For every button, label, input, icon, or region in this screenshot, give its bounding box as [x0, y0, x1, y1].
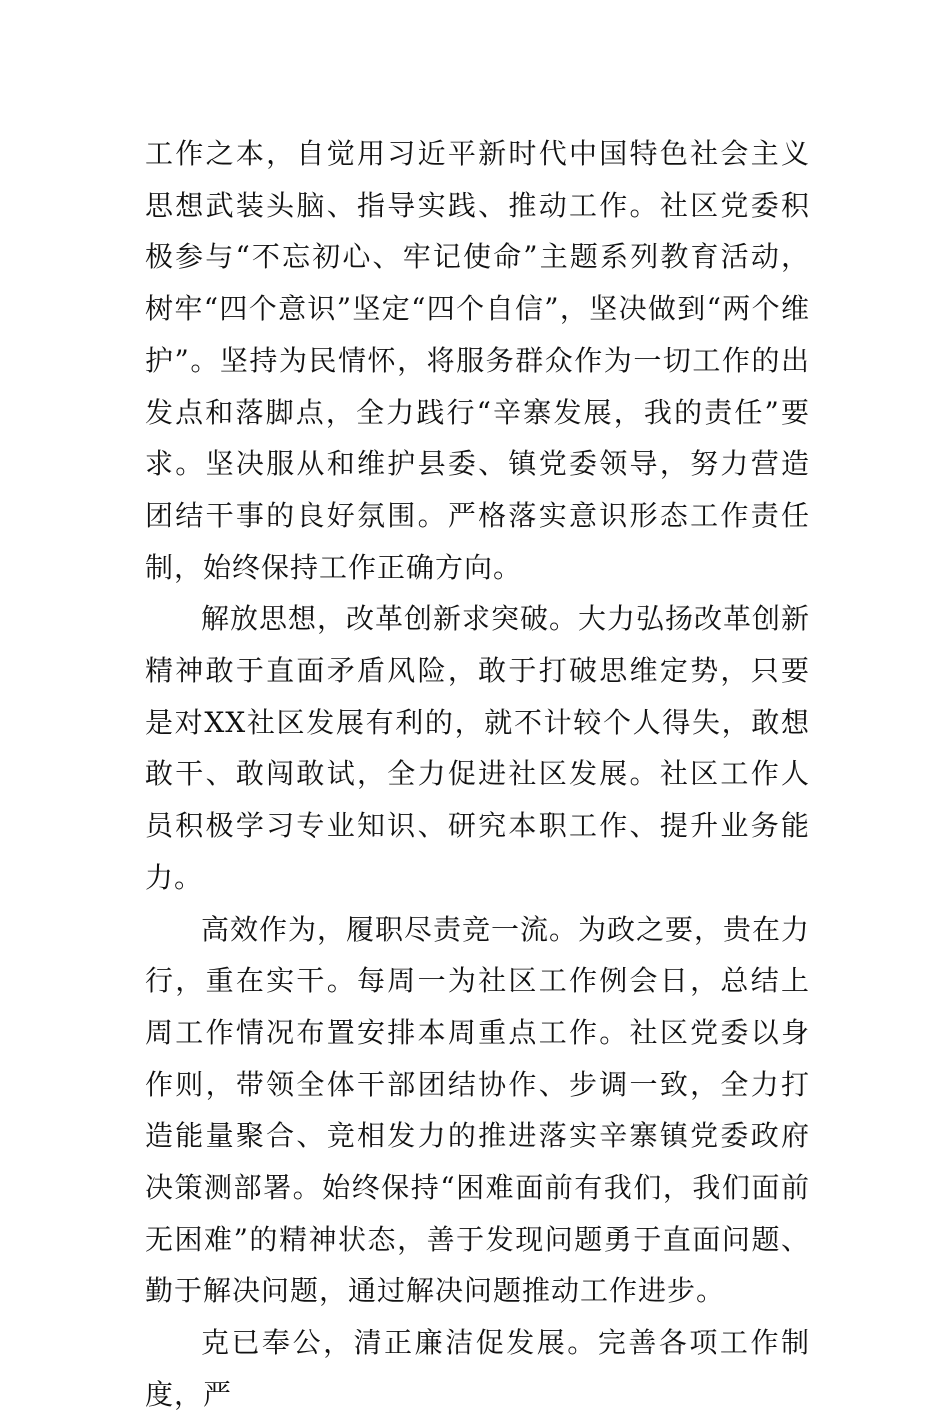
paragraph-2: 解放思想，改革创新求突破。大力弘扬改革创新精神敢于直面矛盾风险，敢于打破思维定势，只要是对XX社区发展有利的，就不计较个人得失，敢想敢干、敢闯敢试，全力促进社区发展。社区工作人员积极学习专业知识、研究本职工作、提升业务能力。	[145, 602, 811, 894]
document-body	[145, 128, 810, 1421]
paragraph-4: 克已奉公，清正廉洁促发展。完善各项工作制度，严	[145, 1326, 810, 1411]
paragraph-1: 工作之本，自觉用习近平新时代中国特色社会主义思想武装头脑、指导实践、推动工作。社区党委积极参与“不忘初心、牢记使命”主题系列教育活动，树牢“四个意识”坚定“四个自信”，坚决做到“两个维护”。坚持为民情怀，将服务群众作为一切工作的出发点和落脚点，全力践行“辛寨发展，我的责任”要求。坚决服从和维护县委、镇党委领导，努力营造团结干事的良好氛围。严格落实意识形态工作责任制，始终保持工作正确方向。	[145, 137, 810, 584]
paragraph-3: 高效作为，履职尽责竞一流。为政之要，贵在力行，重在实干。每周一为社区工作例会日，总结上周工作情况布置安排本周重点工作。社区党委以身作则，带领全体干部团结协作、步调一致，全力打造能量聚合、竞相发力的推进落实辛寨镇党委政府决策测部署。始终保持“困难面前有我们，我们面前无困难”的精神状态，善于发现问题勇于直面问题、勤于解决问题，通过解决问题推动工作进步。	[145, 912, 811, 1308]
